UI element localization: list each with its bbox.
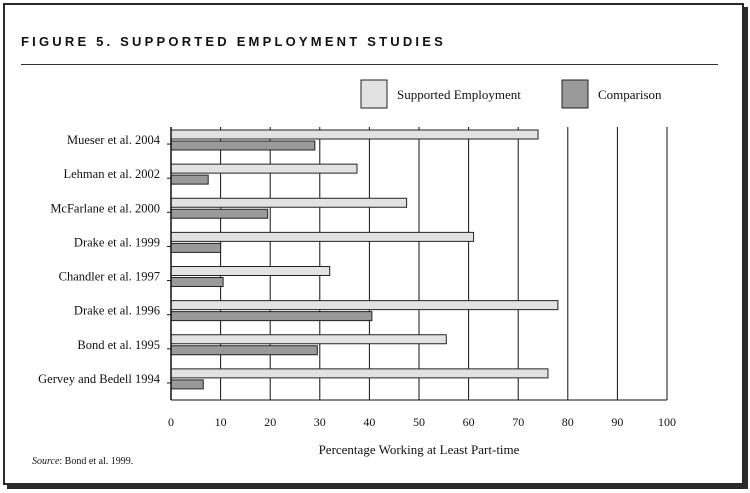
x-tick-label-40: 40 <box>363 415 376 429</box>
category-label-4: Chandler et al. 1997 <box>58 269 160 284</box>
source-label: Source <box>32 456 60 467</box>
bar-supported-0 <box>171 130 538 139</box>
bar-comparison-3 <box>171 243 221 252</box>
bar-supported-5 <box>171 301 558 310</box>
x-tick-label-50: 50 <box>413 415 425 429</box>
bar-supported-1 <box>171 164 357 173</box>
category-label-2: McFarlane et al. 2000 <box>50 201 160 216</box>
x-tick-label-10: 10 <box>214 415 227 429</box>
bar-comparison-5 <box>171 312 372 321</box>
category-label-0: Mueser et al. 2004 <box>66 133 160 147</box>
source-text: : Bond et al. 1999. <box>59 456 134 467</box>
x-axis-label: Percentage Working at Least Part-time <box>318 442 520 457</box>
bar-supported-6 <box>171 335 446 344</box>
bar-comparison-1 <box>171 175 208 184</box>
category-label-7: Gervey and Bedell 1994 <box>38 371 160 386</box>
bar-comparison-7 <box>171 380 203 389</box>
legend-label-comparison: Comparison <box>598 87 662 102</box>
x-tick-label-90: 90 <box>611 415 624 429</box>
x-tick-label-100: 100 <box>658 415 676 429</box>
bar-supported-2 <box>171 198 407 207</box>
bar-supported-7 <box>171 369 548 378</box>
x-tick-label-0: 0 <box>168 415 174 429</box>
category-label-1: Lehman et al. 2002 <box>63 167 160 182</box>
legend-swatch-supported-employment <box>361 80 387 108</box>
category-label-5: Drake et al. 1996 <box>73 303 160 318</box>
x-tick-label-20: 20 <box>264 415 277 429</box>
x-tick-label-60: 60 <box>462 415 475 429</box>
bars <box>171 130 558 389</box>
bar-comparison-6 <box>171 346 317 355</box>
legend-label-supported-employment: Supported Employment <box>397 87 521 102</box>
bar-comparison-0 <box>171 141 315 150</box>
x-tick-label-70: 70 <box>512 415 525 429</box>
x-tick-label-80: 80 <box>561 415 574 429</box>
figure-title: FIGURE 5. SUPPORTED EMPLOYMENT STUDIES <box>21 34 446 49</box>
labels <box>38 133 676 457</box>
bar-comparison-2 <box>171 209 268 218</box>
legend-swatch-comparison <box>562 80 588 108</box>
bar-comparison-4 <box>171 278 223 287</box>
category-label-3: Drake et al. 1999 <box>73 235 160 250</box>
category-label-6: Bond et al. 1995 <box>77 337 160 352</box>
bar-supported-4 <box>171 267 330 276</box>
x-tick-label-30: 30 <box>313 415 326 429</box>
bar-supported-3 <box>171 232 474 241</box>
source-note <box>32 456 133 467</box>
legend <box>361 80 662 108</box>
